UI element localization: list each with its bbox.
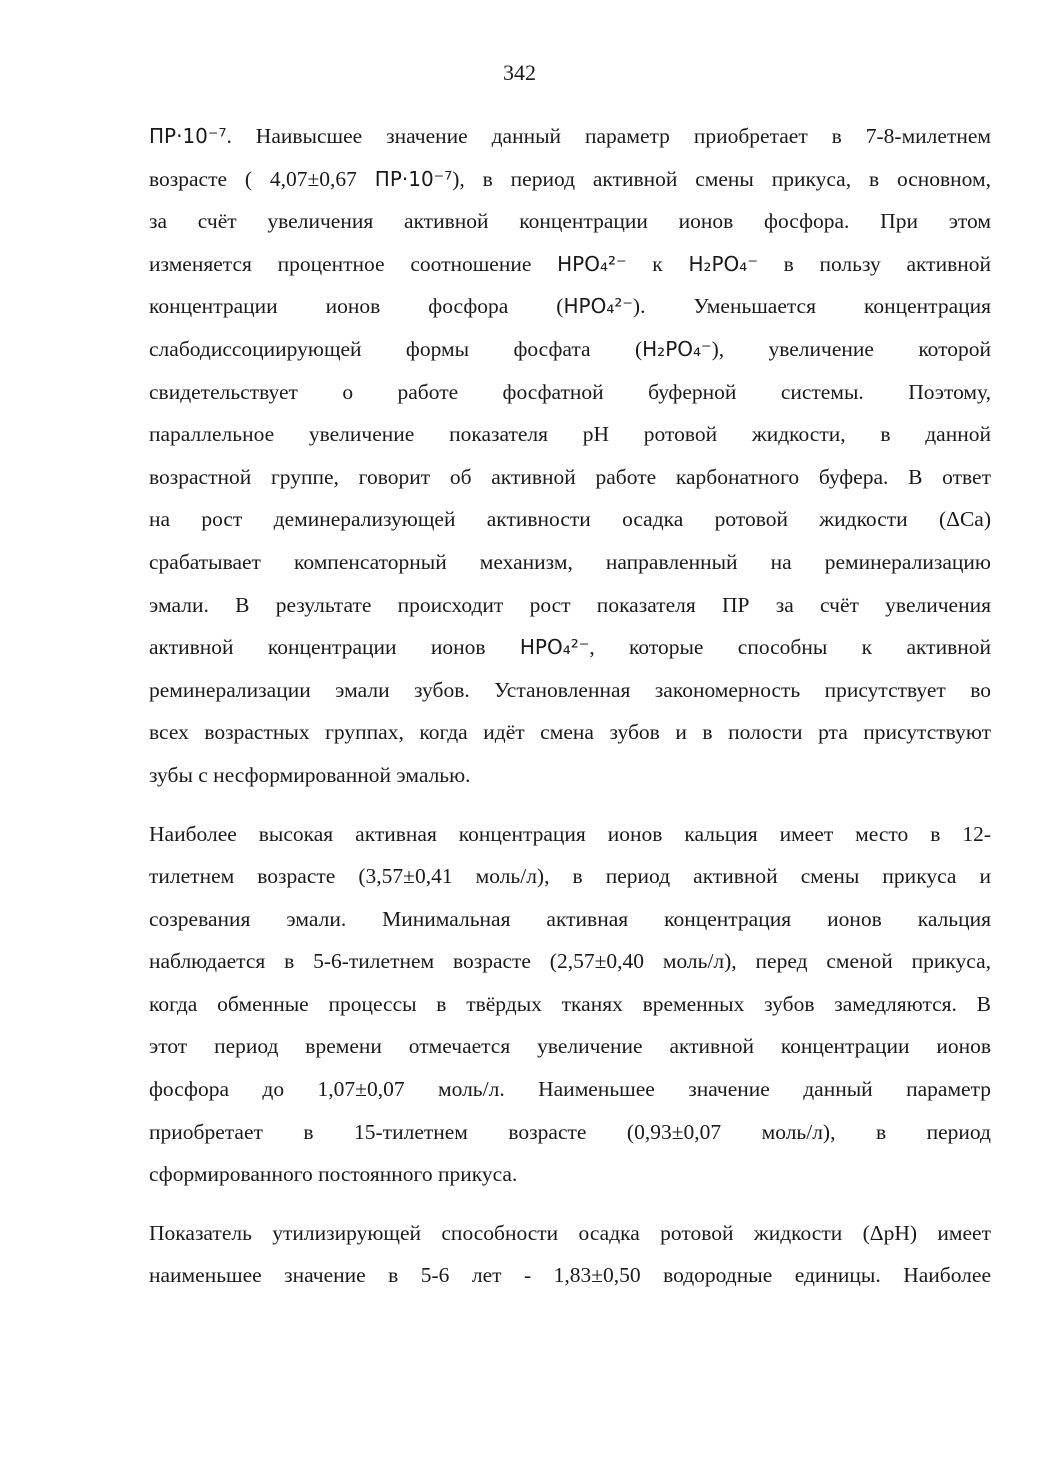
- text-line: параллельное увеличение показателя рН ротовой жидкости, в данной: [149, 422, 991, 447]
- text-line: реминерализации эмали зубов. Установленная закономерность присутствует во: [149, 677, 991, 702]
- text-line: свидетельствует о работе фосфатной буферной системы. Поэтому,: [149, 379, 991, 404]
- text-line: созревания эмали. Минимальная активная концентрация ионов кальция: [149, 906, 991, 931]
- text-line: зубы с несформированной эмалью.: [149, 762, 471, 787]
- text-line: Показатель утилизирующей способности осадка ротовой жидкости (ΔpH) имеет: [149, 1220, 991, 1245]
- text-line: всех возрастных группах, когда идёт смена зубов и в полости рта присутствуют: [149, 720, 991, 745]
- text-line: фосфора до 1,07±0,07 моль/л. Наименьшее значение данный параметр: [149, 1077, 991, 1102]
- text-line: наблюдается в 5-6-тилетнем возрасте (2,57±0,40 моль/л), перед сменой прикуса,: [149, 949, 991, 974]
- formula-hydrogen-phosphate: HPO₄²⁻: [563, 294, 633, 319]
- text-line: когда обменные процессы в твёрдых тканях временных зубов замедляются. В: [149, 991, 991, 1016]
- text-line: Наиболее высокая активная концентрация ионов кальция имеет место в 12-: [149, 821, 991, 846]
- text-line: тилетнем возрасте (3,57±0,41 моль/л), в период активной смены прикуса и: [149, 864, 991, 889]
- text-line: срабатывает компенсаторный механизм, направленный на реминерализацию: [149, 549, 991, 574]
- text-line: на рост деминерализующей активности осадка ротовой жидкости (ΔCa): [149, 507, 991, 532]
- text-line: сформированного постоянного прикуса.: [149, 1162, 518, 1187]
- text-line: приобретает в 15-тилетнем возрасте (0,93±0,07 моль/л), в период: [149, 1119, 991, 1144]
- paragraph-spacer: [149, 1196, 991, 1212]
- text-line: изменяется процентное соотношение HPO₄²⁻ к H₂PO₄⁻ в пользу активной: [149, 251, 991, 276]
- text-line: возрасте ( 4,07±0,67 ПР·10⁻⁷), в период активной смены прикуса, в основном,: [149, 166, 992, 191]
- paragraph-2: [149, 813, 991, 1196]
- text-line: наименьшее значение в 5-6 лет - 1,83±0,50 водородные единицы. Наиболее: [149, 1263, 991, 1288]
- formula-dihydrogen-phosphate: H₂PO₄⁻: [688, 251, 758, 276]
- formula-solubility-product: ПР·10⁻⁷: [149, 124, 227, 148]
- page-number: 342: [503, 60, 536, 85]
- paragraph-spacer: [149, 797, 991, 813]
- formula-solubility-product: ПР·10⁻⁷: [374, 166, 453, 191]
- text-line: ПР·10⁻⁷. Наивысшее значение данный параметр приобретает в 7-8-милетнем: [149, 124, 991, 148]
- paragraph-3: [149, 1212, 991, 1297]
- text-line: слабодиссоциирующей формы фосфата (H₂PO₄⁻), увеличение которой: [149, 336, 992, 361]
- text-line: возрастной группе, говорит об активной работе карбонатного буфера. В ответ: [149, 464, 991, 489]
- formula-dihydrogen-phosphate: H₂PO₄⁻: [642, 336, 712, 361]
- document-body: [149, 115, 991, 1297]
- formula-hydrogen-phosphate: HPO₄²⁻: [557, 251, 627, 276]
- text-line: этот период времени отмечается увеличение активной концентрации ионов: [149, 1034, 991, 1059]
- paragraph-1: [149, 115, 991, 797]
- text-line: эмали. В результате происходит рост показателя ПР за счёт увеличения: [149, 592, 991, 617]
- text-line: за счёт увеличения активной концентрации ионов фосфора. При этом: [149, 209, 991, 234]
- text-line: концентрации ионов фосфора (HPO₄²⁻). Уменьшается концентрация: [149, 294, 992, 319]
- text-line: активной концентрации ионов HPO₄²⁻, которые способны к активной: [149, 635, 991, 660]
- formula-hydrogen-phosphate: HPO₄²⁻: [519, 635, 590, 660]
